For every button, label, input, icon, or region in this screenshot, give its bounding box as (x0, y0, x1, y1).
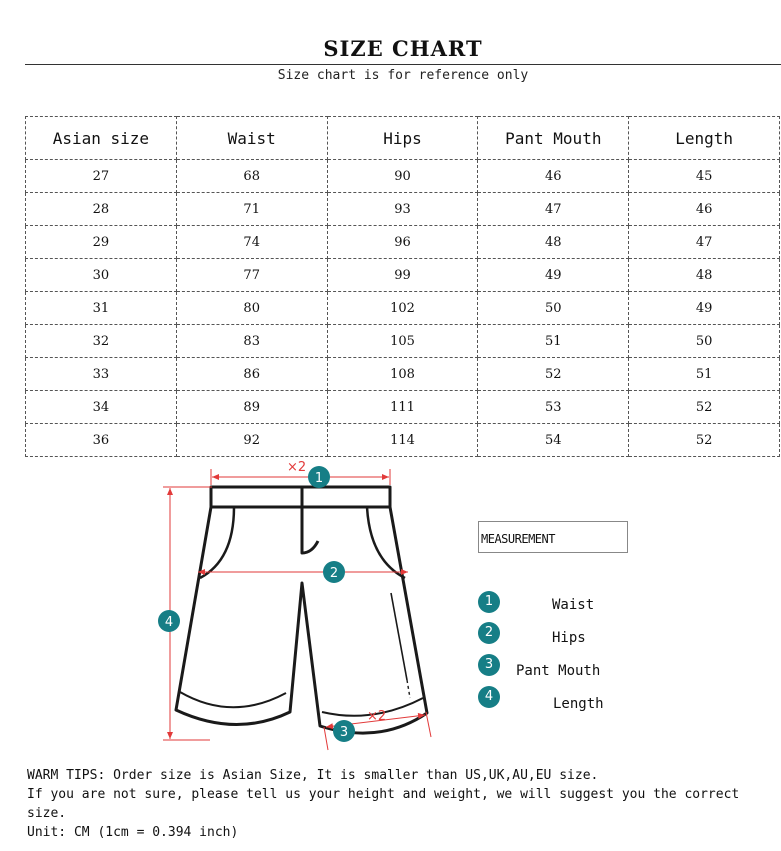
legend-badge-1: 1 (478, 591, 500, 613)
column-header: Pant Mouth (478, 117, 629, 160)
table-cell: 93 (327, 193, 478, 226)
table-cell: 36 (26, 424, 177, 457)
table-cell: 83 (176, 325, 327, 358)
table-cell: 105 (327, 325, 478, 358)
table-cell: 50 (478, 292, 629, 325)
table-cell: 68 (176, 160, 327, 193)
table-cell: 80 (176, 292, 327, 325)
table-cell: 89 (176, 391, 327, 424)
svg-text:4: 4 (164, 615, 174, 630)
marker-4 (158, 610, 180, 632)
table-cell: 53 (478, 391, 629, 424)
tips-line-1: WARM TIPS: Order size is Asian Size, It is smaller than US,UK,AU,EU size. (27, 768, 599, 783)
marker-1 (308, 466, 330, 488)
column-header: Asian size (26, 117, 177, 160)
legend-badge-3: 3 (478, 654, 500, 676)
column-header: Hips (327, 117, 478, 160)
warm-tips (27, 766, 767, 842)
marker-2 (323, 561, 345, 583)
table-cell: 90 (327, 160, 478, 193)
table-cell: 49 (629, 292, 780, 325)
table-cell: 102 (327, 292, 478, 325)
table-cell: 96 (327, 226, 478, 259)
column-header: Length (629, 117, 780, 160)
table-cell: 32 (26, 325, 177, 358)
table-cell: 47 (629, 226, 780, 259)
legend-label-hips: Hips (552, 630, 586, 646)
table-cell: 71 (176, 193, 327, 226)
table-cell: 111 (327, 391, 478, 424)
table-cell: 45 (629, 160, 780, 193)
table-cell: 47 (478, 193, 629, 226)
table-cell: 50 (629, 325, 780, 358)
column-header: Waist (176, 117, 327, 160)
tips-line-3: Unit: CM (1cm = 0.394 inch) (27, 825, 239, 840)
table-cell: 114 (327, 424, 478, 457)
table-cell: 48 (478, 226, 629, 259)
table-cell: 52 (478, 358, 629, 391)
table-cell: 31 (26, 292, 177, 325)
page-subtitle: Size chart is for reference only (277, 68, 529, 83)
table-cell: 28 (26, 193, 177, 226)
table-cell: 52 (629, 424, 780, 457)
measurement-heading: MEASUREMENT (478, 521, 628, 553)
table-cell: 46 (629, 193, 780, 226)
table-cell: 86 (176, 358, 327, 391)
table-cell: 46 (478, 160, 629, 193)
page-title: SIZE CHART (323, 36, 483, 61)
table-cell: 49 (478, 259, 629, 292)
table-cell: 30 (26, 259, 177, 292)
shorts-outline (176, 487, 427, 733)
table-cell: 77 (176, 259, 327, 292)
table-cell: 92 (176, 424, 327, 457)
table-cell: 108 (327, 358, 478, 391)
waist-multiplier: ×2 (287, 460, 307, 475)
legend-label-waist: Waist (552, 597, 595, 613)
svg-text:3: 3 (339, 725, 349, 740)
svg-text:2: 2 (329, 566, 339, 581)
table-cell: 27 (26, 160, 177, 193)
table-cell: 51 (629, 358, 780, 391)
table-cell: 48 (629, 259, 780, 292)
tips-line-2: If you are not sure, please tell us your height and weight, we will suggest you the correct size. (27, 787, 740, 821)
table-cell: 54 (478, 424, 629, 457)
table-cell: 74 (176, 226, 327, 259)
mouth-multiplier: ×2 (367, 709, 387, 724)
legend-label-length: Length (553, 696, 604, 712)
table-cell: 99 (327, 259, 478, 292)
legend-badge-2: 2 (478, 622, 500, 644)
table-cell: 29 (26, 226, 177, 259)
table-cell: 51 (478, 325, 629, 358)
table-cell: 34 (26, 391, 177, 424)
svg-text:1: 1 (314, 471, 324, 486)
legend-badge-4: 4 (478, 686, 500, 708)
table-cell: 33 (26, 358, 177, 391)
legend-label-pant-mouth: Pant Mouth (516, 663, 601, 679)
marker-3 (333, 720, 355, 742)
table-cell: 52 (629, 391, 780, 424)
